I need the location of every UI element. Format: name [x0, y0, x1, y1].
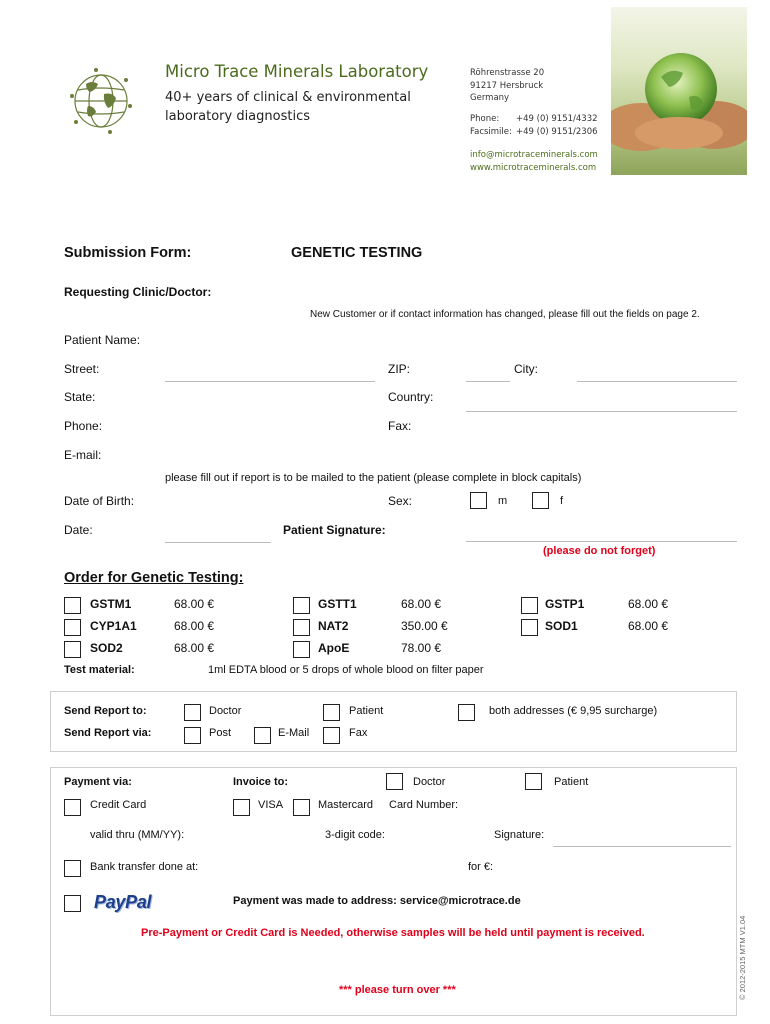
test-price: 68.00 € [174, 597, 215, 611]
mastercard-checkbox[interactable] [293, 799, 310, 816]
test-price: 68.00 € [401, 597, 442, 611]
dob-label: Date of Birth: [64, 494, 135, 508]
country-field[interactable] [466, 411, 737, 412]
hands-globe-image [611, 7, 747, 175]
invoice-patient-label: Patient [554, 776, 589, 788]
test-name: SOD2 [90, 641, 123, 655]
sex-m-label: m [498, 495, 508, 507]
send-to-both-checkbox[interactable] [458, 704, 475, 721]
test-price: 78.00 € [401, 641, 442, 655]
dont-forget-note: (please do not forget) [543, 545, 656, 557]
paypal-logo: PayPal [94, 892, 152, 912]
state-label: State: [64, 390, 96, 404]
patient-name-label: Patient Name: [64, 333, 141, 347]
test-checkbox-gstm1[interactable] [64, 597, 81, 614]
test-name: GSTP1 [545, 597, 585, 611]
date-field[interactable] [165, 542, 271, 543]
paypal-checkbox[interactable] [64, 895, 81, 912]
globe-logo [66, 66, 136, 136]
payment-via-label: Payment via: [64, 776, 132, 788]
card-signature-field[interactable] [553, 846, 731, 847]
send-to-patient-label: Patient [349, 705, 384, 717]
tagline-1: 40+ years of clinical & environmental [165, 90, 411, 105]
city-field[interactable] [577, 381, 737, 382]
test-name: NAT2 [318, 619, 349, 633]
fax-field-label: Fax: [388, 419, 412, 433]
mastercard-label: Mastercard [318, 799, 374, 811]
street-label: Street: [64, 362, 100, 376]
tagline-2: laboratory diagnostics [165, 109, 310, 124]
form-subtitle: GENETIC TESTING [291, 245, 423, 261]
prepayment-note: Pre-Payment or Credit Card is Needed, otherwise samples will be held until payment is received. [141, 927, 645, 939]
phone-field-label: Phone: [64, 419, 103, 433]
email-link[interactable]: info@microtraceminerals.com [470, 150, 598, 160]
send-via-email-label: E-Mail [278, 727, 310, 739]
test-price: 350.00 € [401, 619, 448, 633]
send-to-label: Send Report to: [64, 705, 147, 717]
address-block [470, 67, 544, 105]
globe-logo-icon [66, 66, 136, 136]
fax-value: +49 (0) 9151/2306 [516, 126, 598, 137]
test-checkbox-gstp1[interactable] [521, 597, 538, 614]
requesting-label: Requesting Clinic/Doctor: [64, 285, 212, 299]
send-via-fax-checkbox[interactable] [323, 727, 340, 744]
test-name: GSTT1 [318, 597, 357, 611]
new-customer-note: New Customer or if contact information has changed, please fill out the fields on page 2. [310, 309, 700, 320]
send-to-patient-checkbox[interactable] [323, 704, 340, 721]
city-label: City: [514, 362, 538, 376]
sex-f-checkbox[interactable] [532, 492, 549, 509]
zip-label: ZIP: [388, 362, 411, 376]
invoice-doctor-label: Doctor [413, 776, 446, 788]
card-number-label: Card Number: [389, 799, 459, 811]
invoice-doctor-checkbox[interactable] [386, 773, 403, 790]
test-price: 68.00 € [628, 597, 669, 611]
send-via-label: Send Report via: [64, 727, 152, 739]
web-block [470, 149, 598, 174]
address-line: Germany [470, 93, 510, 103]
lab-name: Micro Trace Minerals Laboratory [165, 62, 429, 81]
visa-label: VISA [258, 799, 284, 811]
test-checkbox-nat2[interactable] [293, 619, 310, 636]
test-checkbox-gstt1[interactable] [293, 597, 310, 614]
order-title: Order for Genetic Testing: [64, 570, 244, 586]
test-material-value: 1ml EDTA blood or 5 drops of whole blood on filter paper [208, 664, 484, 676]
test-name: SOD1 [545, 619, 578, 633]
invoice-patient-checkbox[interactable] [525, 773, 542, 790]
sex-f-label: f [560, 495, 564, 507]
report-box [50, 691, 737, 752]
credit-card-checkbox[interactable] [64, 799, 81, 816]
copyright-text: © 2012-2015 MTM V1.04 [738, 915, 747, 1000]
send-to-doctor-label: Doctor [209, 705, 242, 717]
test-price: 68.00 € [174, 619, 215, 633]
sex-label: Sex: [388, 494, 413, 508]
visa-checkbox[interactable] [233, 799, 250, 816]
test-checkbox-sod1[interactable] [521, 619, 538, 636]
patient-signature-field[interactable] [466, 541, 737, 542]
country-label: Country: [388, 390, 434, 404]
test-price: 68.00 € [174, 641, 215, 655]
test-checkbox-cyp1a1[interactable] [64, 619, 81, 636]
fax-label: Facsimile: [470, 126, 512, 137]
date-label: Date: [64, 523, 93, 537]
phone-value: +49 (0) 9151/4332 [516, 114, 598, 124]
valid-thru-label: valid thru (MM/YY): [90, 829, 185, 841]
turn-over-note: *** please turn over *** [339, 984, 456, 996]
test-material-label: Test material: [64, 664, 135, 676]
test-name: CYP1A1 [90, 619, 137, 633]
invoice-to-label: Invoice to: [233, 776, 289, 788]
test-name: ApoE [318, 641, 350, 655]
mail-note: please fill out if report is to be mailed to the patient (please complete in block capitals) [165, 472, 582, 484]
send-via-post-checkbox[interactable] [184, 727, 201, 744]
contact-block [470, 113, 598, 138]
zip-field[interactable] [466, 381, 510, 382]
paypal-note: Payment was made to address: service@microtrace.de [233, 895, 521, 907]
bank-transfer-label: Bank transfer done at: [90, 861, 199, 873]
for-eur-label: for €: [468, 861, 494, 873]
card-signature-label: Signature: [494, 829, 545, 841]
send-to-both-label: both addresses (€ 9,95 surcharge) [489, 705, 658, 717]
credit-card-label: Credit Card [90, 799, 147, 811]
website-link[interactable]: www.microtraceminerals.com [470, 162, 597, 173]
address-line: Röhrenstrasse 20 [470, 68, 545, 78]
test-checkbox-sod2[interactable] [64, 641, 81, 658]
send-via-email-checkbox[interactable] [254, 727, 271, 744]
phone-label: Phone: [470, 114, 500, 124]
sex-m-checkbox[interactable] [470, 492, 487, 509]
street-field[interactable] [165, 381, 375, 382]
send-to-doctor-checkbox[interactable] [184, 704, 201, 721]
cvc-label: 3-digit code: [325, 829, 385, 841]
test-name: GSTM1 [90, 597, 132, 611]
email-field-label: E-mail: [64, 448, 102, 462]
test-price: 68.00 € [628, 619, 669, 633]
address-line: 91217 Hersbruck [470, 80, 544, 91]
bank-transfer-checkbox[interactable] [64, 860, 81, 877]
signature-label: Patient Signature: [283, 523, 386, 537]
send-via-post-label: Post [209, 727, 232, 739]
form-title: Submission Form: [64, 245, 192, 261]
send-via-fax-label: Fax [349, 727, 368, 739]
test-checkbox-apoe[interactable] [293, 641, 310, 658]
